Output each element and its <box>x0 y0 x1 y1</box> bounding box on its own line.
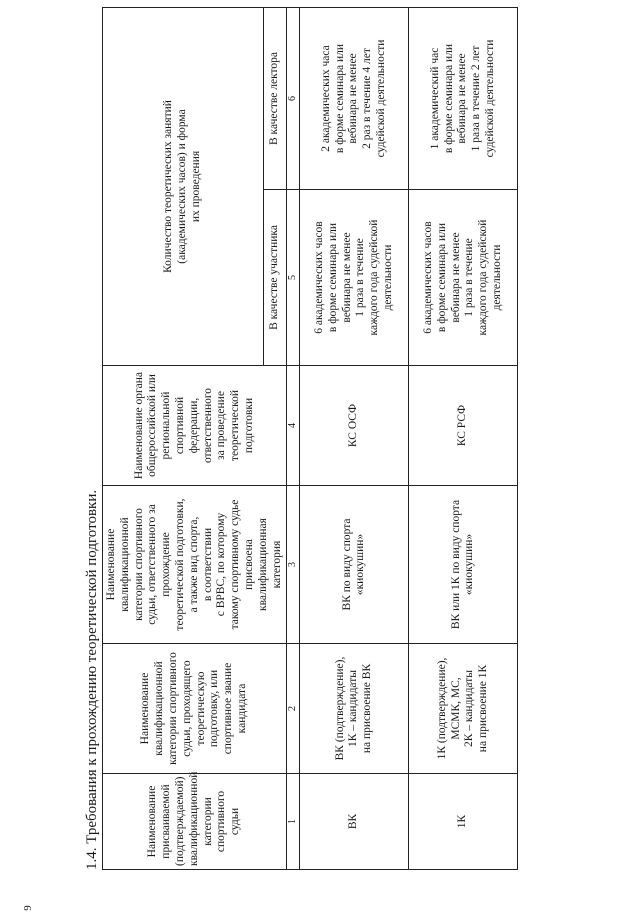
number-cell: 3 <box>287 486 300 644</box>
table-cell: 6 академических часов в форме семинара или вебинара не менее 1 раза в течение каждого года судейской деятельности <box>300 190 409 366</box>
subheader-cell: В качестве участника <box>264 190 287 366</box>
subheader-cell: В качестве лектора <box>264 7 287 189</box>
table-cell: 1К (подтверждение), МСМК, МС, 2К – кандидаты на присвоение 1К <box>409 644 518 774</box>
table-cell: 6 академических часов в форме семинара или вебинара не менее 1 раза в течение каждого года судейской деятельности <box>409 190 518 366</box>
header-cell: Наименование квалификационной категории спортивного судьи, проходящего теоретическую подготовку, или спортивное звание кандидата <box>103 644 287 774</box>
page-number: 9 <box>22 905 34 911</box>
number-cell: 4 <box>287 366 300 486</box>
number-cell: 6 <box>287 7 300 189</box>
table-cell: ВК по виду спорта «киокушин» <box>300 486 409 644</box>
table-cell: 1К <box>409 774 518 870</box>
number-cell: 1 <box>287 774 300 870</box>
table-cell: КС ОСФ <box>300 366 409 486</box>
table-number-row <box>287 7 300 869</box>
table-cell: ВК (подтверждение), 1К – кандидаты на присвоение ВК <box>300 644 409 774</box>
header-cell: Количество теоретических занятий (академических часов) и форма их проведения <box>103 7 264 365</box>
table-row <box>409 7 518 869</box>
header-cell: Наименование присваиваемой (подтверждаемой) квалификационной категории спортивного судьи <box>103 774 287 870</box>
header-cell: Наименование органа общероссийской или региональной спортивной федерации, ответственного за проведение теоретической подготовки <box>103 366 287 486</box>
table-cell: ВК <box>300 774 409 870</box>
number-cell: 2 <box>287 644 300 774</box>
header-cell: Наименование квалификационной категории спортивного судьи, ответственного за прохождение теоретической подготовки, а также вид спорта, в соответствии с ВРВС, по которому такому спортивному судье присвоена квалификационная категория <box>103 486 287 644</box>
table-cell: 1 академический час в форме семинара или вебинара не менее 1 раза в течение 2 лет судейской деятельности <box>409 7 518 189</box>
number-cell: 5 <box>287 190 300 366</box>
table-cell: ВК или 1К по виду спорта «киокушин» <box>409 486 518 644</box>
requirements-table <box>102 7 518 870</box>
table-row <box>300 7 409 869</box>
table-cell: КС РСФ <box>409 366 518 486</box>
section-heading: 1.4. Требования к прохождению теоретической подготовки. <box>84 489 100 870</box>
table-cell: 2 академических часа в форме семинара или вебинара не менее 2 раз в течение 4 лет судейской деятельности <box>300 7 409 189</box>
table-header-row <box>103 7 264 869</box>
